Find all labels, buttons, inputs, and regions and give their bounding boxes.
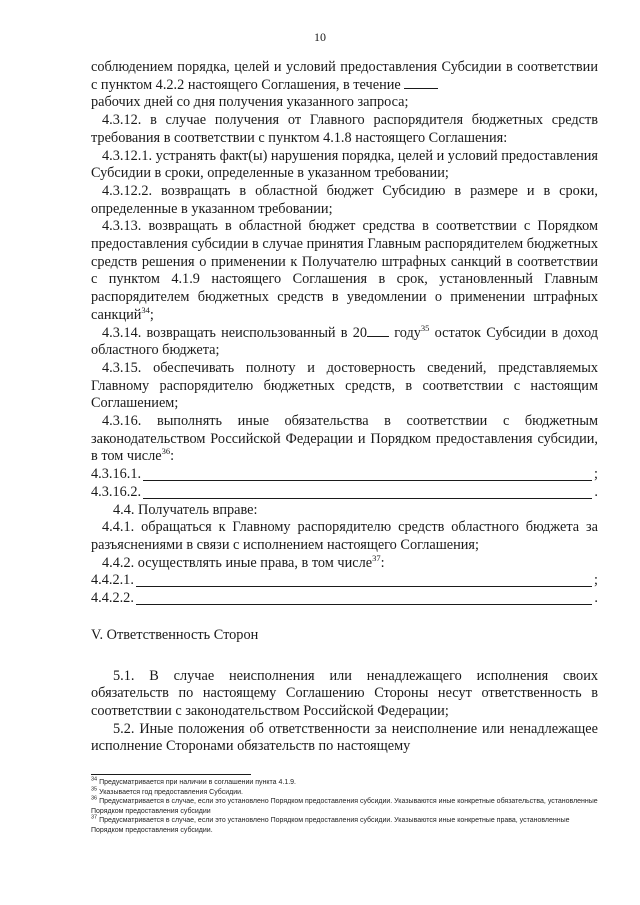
- fill-label: 4.4.2.2.: [91, 590, 134, 607]
- fill-line-4-4-2-1: [91, 572, 598, 590]
- footnote-number: 35: [91, 786, 98, 793]
- footnote-text: Предусматривается при наличии в соглашении пункта 4.1.9.: [99, 779, 296, 786]
- fill-line-4-4-2-2: [91, 590, 598, 608]
- punctuation: .: [594, 483, 598, 500]
- footnote-37: [91, 816, 598, 835]
- clause-text: остаток Субсидии в доход областного бюджета;: [91, 324, 599, 359]
- clause-text: 4.3.14. возвращать неиспользованный в 20: [102, 324, 368, 341]
- footnote-number: 34: [91, 776, 98, 783]
- clause-4-4-1: 4.4.1. обращаться к Главному распорядителю средств областного бюджета за разъяснениями в связи с исполнением настоящего Соглашения;: [91, 519, 598, 553]
- clause-text: 4.3.16. выполнять иные обязательства в соответствии с бюджетным законодательством Российской Федерации и Порядком предоставления субсидии, в том числе: [91, 413, 598, 465]
- fill-label: 4.4.2.1.: [91, 572, 134, 589]
- fill-line-4-3-16-2: [91, 484, 598, 502]
- blank-field: [143, 485, 592, 499]
- clause-text: 4.3.13. возвращать в областной бюджет средства в соответствии с Порядком предоставления субсидии в случае принятия Главным распорядителем бюджетных средств решения о применении к Получателю штрафных санкций в соответствии с пунктом 4.1.9 настоящего Соглашения в срок, установленный Главным распорядителем бюджетных средств в уведомлении о применении штрафных санкций: [91, 218, 598, 323]
- clause-4-3-13: [91, 218, 598, 324]
- clause-4-3-12-1: 4.3.12.1. устранять факт(ы) нарушения порядка, целей и условий предоставления Субсидии в сроки, определенные в указанном требовании;: [91, 147, 598, 182]
- footnote-ref: 36: [161, 446, 171, 457]
- clause-4-3-12: 4.3.12. в случае получения от Главного распорядителя бюджетных средств требования в соответствии с пунктом 4.1.8 настоящего Соглашения:: [91, 112, 598, 146]
- clause-4-3-14: [91, 322, 599, 360]
- punctuation: :: [170, 448, 175, 465]
- blank-field: [367, 325, 389, 337]
- punctuation: ;: [149, 306, 154, 323]
- blank-field: [136, 573, 592, 587]
- footnote-34: [91, 778, 598, 788]
- footnote-text: Предусматривается в случае, если это установлено Порядком предоставления субсидии. Указываются иные конкретные обязательства, установленные Порядком предоставления субсидии: [91, 798, 598, 815]
- section-heading: V. Ответственность Сторон: [91, 626, 259, 643]
- punctuation: .: [594, 590, 598, 607]
- clause-4-4-2: [91, 552, 598, 573]
- clause-5-2: 5.2. Иные положения об ответственности за неисполнение или ненадлежащее исполнение Сторонами обязательств по настоящему: [91, 720, 598, 755]
- footnote-36: [91, 797, 598, 816]
- footnote-ref: 35: [420, 322, 430, 333]
- paragraph-continuation: [91, 59, 598, 112]
- footnote-ref: 34: [141, 305, 150, 316]
- clause-4-3-16: [91, 413, 598, 466]
- punctuation: :: [380, 554, 385, 571]
- punctuation: ;: [594, 466, 598, 483]
- clause-text: году: [394, 324, 421, 341]
- fill-label: 4.3.16.2.: [91, 483, 142, 500]
- fill-line-4-3-16-1: [91, 466, 598, 484]
- footnote-number: 37: [91, 815, 98, 822]
- footnote-divider: [91, 774, 251, 775]
- blank-field: [404, 77, 438, 89]
- footnotes: [91, 778, 598, 836]
- footnote-text: Предусматривается в случае, если это установлено Порядком предоставления субсидии. Указываются иные конкретные права, установленные Порядком предоставления субсидии.: [91, 817, 570, 834]
- footnote-text: Указывается год предоставления Субсидии.: [99, 788, 243, 796]
- clause-4-4: 4.4. Получатель вправе:: [113, 501, 258, 518]
- page-number: 10: [314, 30, 326, 44]
- footnote-number: 36: [91, 795, 98, 802]
- text-line: соблюдением порядка, целей и условий предоставления Субсидии в соответствии с пунктом 4.2.2 настоящего Соглашения, в течение: [91, 59, 598, 93]
- clause-4-3-12-2: 4.3.12.2. возвращать в областной бюджет Субсидию в размере и в сроки, определенные в указанном требовании;: [91, 182, 598, 217]
- clause-4-3-15: 4.3.15. обеспечивать полноту и достоверность сведений, представляемых Главному распорядителю бюджетных средств, в соответствии с настоящим Соглашением;: [91, 359, 598, 412]
- text-line: рабочих дней со дня получения указанного запроса;: [91, 94, 409, 111]
- document-body: [91, 59, 598, 756]
- footnote-35: [91, 788, 598, 798]
- punctuation: ;: [594, 572, 598, 589]
- blank-field: [136, 591, 593, 605]
- blank-field: [143, 467, 592, 481]
- footnote-ref: 37: [372, 552, 381, 563]
- fill-label: 4.3.16.1.: [91, 466, 142, 483]
- clause-text: 4.4.2. осуществлять иные права, в том числе: [102, 554, 373, 571]
- clause-5-1: 5.1. В случае неисполнения или ненадлежащего исполнения своих обязательств по настоящему Соглашению Стороны несут ответственность в соответствии с законодательством Российской Федерации;: [91, 667, 598, 719]
